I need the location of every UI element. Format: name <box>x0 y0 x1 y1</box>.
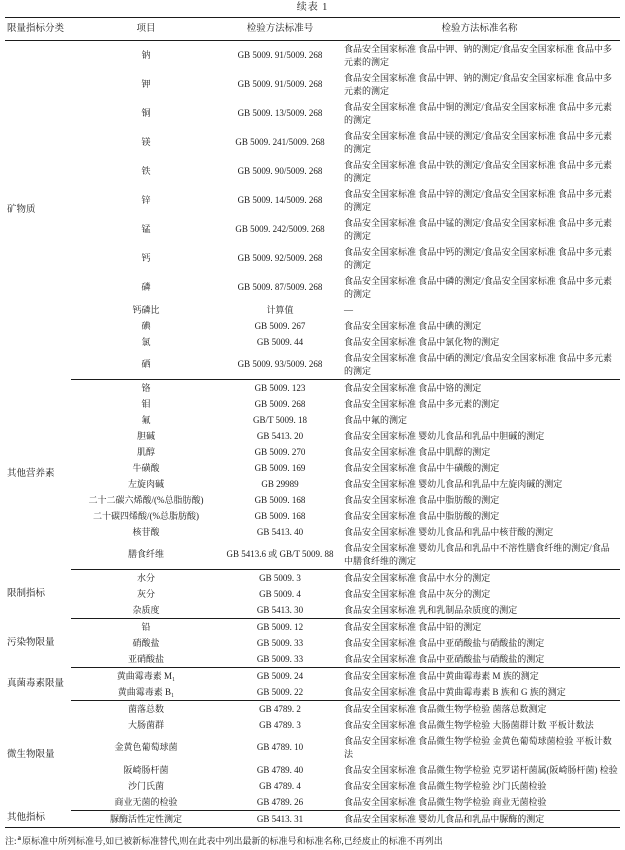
table-row <box>5 350 620 380</box>
table-row <box>5 701 620 718</box>
footnote-superscript: a <box>17 834 22 842</box>
item-cell: 氯 <box>141 336 151 347</box>
table-row <box>5 302 620 318</box>
standard-no-cell: GB/T 5009. 18 <box>252 414 308 425</box>
table-row <box>5 41 620 71</box>
item-cell: 黄曲霉毒素 M₁ <box>71 668 221 685</box>
standard-no-cell: GB 5009. 169 <box>254 462 306 473</box>
header-category: 限量指标分类 <box>5 18 71 41</box>
standard-name-cell: 食品安全国家标准 食品中锌的测定/食品安全国家标准 食品中多元素的测定 <box>344 188 613 212</box>
item-cell: 碘 <box>141 320 151 331</box>
table-row <box>5 586 620 602</box>
standard-no-cell: GB 5009. 4 <box>259 588 301 599</box>
standard-name-cell: 食品安全国家标准 食品中黄曲霉毒素 B 族和 G 族的测定 <box>344 686 566 697</box>
item-cell: 商业无菌的检验 <box>114 796 178 807</box>
table-body <box>5 41 620 828</box>
standard-name-cell: 食品安全国家标准 食品中钙的测定/食品安全国家标准 食品中多元素的测定 <box>344 246 613 270</box>
table-row <box>5 508 620 524</box>
table-row <box>5 476 620 492</box>
standard-name-cell: 食品安全国家标准 食品中亚硝酸盐与硝酸盐的测定 <box>344 653 545 664</box>
standard-name-cell: 食品安全国家标准 食品中铜的测定/食品安全国家标准 食品中多元素的测定 <box>344 101 613 125</box>
item-cell: 钾 <box>141 79 151 89</box>
standard-name-cell: 食品安全国家标准 食品中镁的测定/食品安全国家标准 食品中多元素的测定 <box>344 130 613 154</box>
standard-no-cell: GB 5009. 168 <box>254 510 306 521</box>
item-cell: 左旋肉碱 <box>127 478 164 489</box>
footnote <box>5 828 620 847</box>
footnote-prefix: 注: <box>5 836 17 846</box>
table-row <box>5 540 620 570</box>
standard-no-cell: GB 4789. 40 <box>256 764 304 775</box>
item-cell: 胆碱 <box>136 430 155 441</box>
table-row <box>5 619 620 636</box>
item-cell: 亚硝酸盐 <box>127 653 164 664</box>
item-cell: 钙 <box>141 253 151 263</box>
item-cell: 菌落总数 <box>71 701 221 718</box>
table-row <box>5 811 620 828</box>
standard-no-cell: GB 5009. 14/5009. 268 <box>237 195 323 205</box>
standard-no-cell: GB 5009. 44 <box>256 336 304 347</box>
standard-no-cell: GB 5009. 90/5009. 268 <box>237 166 323 176</box>
standard-name-cell: 食品安全国家标准 婴幼儿食品和乳品中左旋肉碱的测定 <box>344 478 563 489</box>
standard-no-cell: GB 5009. 33 <box>256 637 304 648</box>
item-cell: 脲酶活性定性测定 <box>71 811 221 828</box>
standard-name-cell: 食品安全国家标准 食品微生物学检验 大肠菌群计数 平板计数法 <box>344 719 594 730</box>
item-cell: 水分 <box>71 570 221 587</box>
standard-no-cell: GB 5009. 270 <box>254 446 306 457</box>
standard-no-cell: GB 29989 <box>261 478 299 489</box>
standard-no-cell: GB 5009. 168 <box>254 494 306 505</box>
table-row <box>5 684 620 701</box>
standard-no-cell: GB 5413. 20 <box>256 430 304 441</box>
table-row <box>5 128 620 157</box>
item-cell: 灰分 <box>136 588 155 599</box>
standard-no-cell: GB 5009. 91/5009. 268 <box>237 50 323 60</box>
category-cell: 矿物质 <box>7 204 36 215</box>
standard-no-cell: GB 5009. 22 <box>256 686 304 697</box>
standard-no-cell: GB 4789. 10 <box>256 742 304 752</box>
standard-name-cell: 食品安全国家标准 食品中多元素的测定 <box>344 398 500 409</box>
standard-name-cell: 食品安全国家标准 食品中硒的测定/食品安全国家标准 食品中多元素的测定 <box>344 352 613 376</box>
item-cell: 钙磷比 <box>132 304 160 315</box>
item-cell: 铅 <box>71 619 221 636</box>
standard-no-cell: GB 4789. 2 <box>221 701 339 718</box>
standard-name-cell: 食品安全国家标准 食品微生物学检验 沙门氏菌检验 <box>344 780 547 791</box>
item-cell: 硒 <box>141 359 151 369</box>
item-cell: 核苷酸 <box>132 526 160 537</box>
standard-no-cell: GB 5009. 3 <box>221 570 339 587</box>
standard-no-cell: GB 5009. 91/5009. 268 <box>237 79 323 89</box>
standard-no-cell: GB 5009. 267 <box>254 320 306 331</box>
item-cell: 钼 <box>141 398 151 409</box>
standard-name-cell: 食品安全国家标准 食品中黄曲霉毒素 M 族的测定 <box>339 668 620 685</box>
category-cell: 其他营养素 <box>7 469 55 479</box>
standard-name-cell: 食品安全国家标准 婴幼儿食品和乳品中不溶性膳食纤维的测定/食品中膳食纤维的测定 <box>344 542 610 566</box>
item-cell: 肌醇 <box>136 446 155 457</box>
item-cell: 黄曲霉毒素 B₁ <box>117 686 175 697</box>
standard-name-cell: 食品安全国家标准 乳和乳制品杂质度的测定 <box>344 604 518 615</box>
item-cell: 锌 <box>141 195 151 205</box>
standard-name-cell: 食品安全国家标准 食品微生物学检验 克罗诺杆菌属(阪崎肠杆菌) 检验 <box>344 764 618 775</box>
category-cell: 真菌毒素限量 <box>7 678 65 689</box>
standard-no-cell: GB 5009. 13/5009. 268 <box>237 108 323 118</box>
table-row <box>5 651 620 668</box>
standard-name-cell: 食品安全国家标准 食品中钾、钠的测定/食品安全国家标准 食品中多元素的测定 <box>344 72 613 96</box>
table-row <box>5 318 620 334</box>
category-cell: 其他指标 <box>7 813 46 824</box>
standard-name-cell: 食品安全国家标准 食品微生物学检验 菌落总数测定 <box>339 701 620 718</box>
table-row <box>5 570 620 587</box>
header-row <box>5 18 620 41</box>
item-cell: 铜 <box>141 108 151 118</box>
standard-name-cell: 食品安全国家标准 食品微生物学检验 金黄色葡萄球菌检验 平板计数法 <box>344 735 612 759</box>
standard-name-cell: 食品安全国家标准 食品中铁的测定/食品安全国家标准 食品中多元素的测定 <box>344 159 613 183</box>
standard-name-cell: 食品安全国家标准 食品中锰的测定/食品安全国家标准 食品中多元素的测定 <box>344 217 613 241</box>
item-cell: 锰 <box>141 224 151 234</box>
item-cell: 金黄色葡萄球菌 <box>114 742 178 752</box>
table-row <box>5 602 620 619</box>
standard-name-cell: 食品安全国家标准 婴幼儿食品和乳品中核苷酸的测定 <box>344 526 554 537</box>
header-standard-name: 检验方法标准名称 <box>339 18 620 41</box>
standard-name-cell: 食品安全国家标准 食品中水分的测定 <box>339 570 620 587</box>
category-cell: 限制指标 <box>7 588 46 599</box>
table-row <box>5 215 620 244</box>
standard-name-cell: 食品安全国家标准 婴幼儿食品和乳品中脲酶的测定 <box>339 811 620 828</box>
standard-no-cell: 计算值 <box>266 304 294 315</box>
table-row <box>5 380 620 397</box>
standard-no-cell: GB 4789. 4 <box>259 780 301 791</box>
table-row <box>5 524 620 540</box>
standard-name-cell: 食品安全国家标准 食品中脂肪酸的测定 <box>344 494 500 505</box>
table-row <box>5 273 620 302</box>
standard-name-cell: 食品安全国家标准 食品中灰分的测定 <box>344 588 491 599</box>
table-title: 续表 1 <box>296 2 329 13</box>
item-cell: 沙门氏菌 <box>127 780 164 791</box>
standard-no-cell: GB 5009. 33 <box>256 653 304 664</box>
item-cell: 大肠菌群 <box>127 719 164 730</box>
standard-name-cell: 食品安全国家标准 婴幼儿食品和乳品中胆碱的测定 <box>344 430 545 441</box>
table-row <box>5 717 620 733</box>
standard-no-cell: GB 5413.6 或 GB/T 5009. 88 <box>226 549 334 559</box>
standard-name-cell: — <box>344 304 353 315</box>
standard-no-cell: GB 5009. 87/5009. 268 <box>237 282 323 292</box>
standard-no-cell: GB 5009. 241/5009. 268 <box>235 137 325 147</box>
standard-no-cell: GB 5009. 242/5009. 268 <box>235 224 325 234</box>
standard-name-cell: 食品中氟的测定 <box>344 414 408 425</box>
table-row <box>5 444 620 460</box>
table-row <box>5 396 620 412</box>
table-row <box>5 762 620 778</box>
table-row <box>5 334 620 350</box>
standard-no-cell: GB 5413. 30 <box>256 604 304 615</box>
item-cell: 膳食纤维 <box>127 549 164 559</box>
item-cell: 阪崎肠杆菌 <box>123 764 169 775</box>
table-row <box>5 186 620 215</box>
table-row <box>5 70 620 99</box>
item-cell: 杂质度 <box>132 604 160 615</box>
standard-name-cell: 食品安全国家标准 食品中铅的测定 <box>339 619 620 636</box>
table-row <box>5 778 620 794</box>
standard-name-cell: 食品安全国家标准 食品中脂肪酸的测定 <box>344 510 500 521</box>
category-cell: 污染物限量 <box>7 637 55 648</box>
item-cell: 镁 <box>141 137 151 147</box>
header-standard-no: 检验方法标准号 <box>221 18 339 41</box>
standard-name-cell: 食品安全国家标准 食品中牛磺酸的测定 <box>344 462 500 473</box>
standard-no-cell: GB 4789. 26 <box>256 796 304 807</box>
standard-name-cell: 食品安全国家标准 食品中磷的测定/食品安全国家标准 食品中多元素的测定 <box>344 275 613 299</box>
item-cell: 磷 <box>141 282 151 292</box>
table-row <box>5 733 620 762</box>
item-cell: 钠 <box>141 50 151 60</box>
item-cell: 氟 <box>141 414 151 425</box>
standard-name-cell: 食品安全国家标准 食品中氯化物的测定 <box>344 336 500 347</box>
table-row <box>5 794 620 811</box>
standard-name-cell: 食品安全国家标准 食品中亚硝酸盐与硝酸盐的测定 <box>344 637 545 648</box>
standard-name-cell: 食品安全国家标准 食品中碘的测定 <box>344 320 482 331</box>
standard-no-cell: GB 5009. 12 <box>221 619 339 636</box>
item-cell: 二十二碳六烯酸/(%总脂肪酸) <box>88 494 204 505</box>
item-cell: 硝酸盐 <box>132 637 160 648</box>
item-cell: 铬 <box>71 380 221 397</box>
standard-no-cell: GB 5009. 93/5009. 268 <box>237 359 323 369</box>
table-row <box>5 635 620 651</box>
table-row <box>5 412 620 428</box>
table-row <box>5 99 620 128</box>
table-header <box>5 18 620 41</box>
item-cell: 牛磺酸 <box>132 462 160 473</box>
standard-no-cell: GB 5413. 40 <box>256 526 304 537</box>
table-row <box>5 492 620 508</box>
standard-no-cell: GB 5009. 24 <box>221 668 339 685</box>
standard-no-cell: GB 5009. 92/5009. 268 <box>237 253 323 263</box>
table-row <box>5 244 620 273</box>
standard-name-cell: 食品安全国家标准 食品中钾、钠的测定/食品安全国家标准 食品中多元素的测定 <box>344 43 613 67</box>
standard-name-cell: 食品安全国家标准 食品中肌醇的测定 <box>344 446 491 457</box>
table-row <box>5 157 620 186</box>
table-row <box>5 460 620 476</box>
standard-name-cell: 食品安全国家标准 食品微生物学检验 商业无菌检验 <box>344 796 547 807</box>
standard-no-cell: GB 5009. 268 <box>254 398 306 409</box>
standards-table <box>5 17 620 828</box>
header-item: 项目 <box>71 18 221 41</box>
category-cell: 微生物限量 <box>7 750 55 760</box>
table-row <box>5 668 620 685</box>
table-row <box>5 428 620 444</box>
standard-no-cell: GB 5009. 123 <box>221 380 339 397</box>
footnote-text: 原标准中所列标准号,如已被新标准替代,则在此表中列出最新的标准号和标准名称,已经废止的标准不再列出 <box>22 836 443 846</box>
standard-name-cell: 食品安全国家标准 食品中铬的测定 <box>339 380 620 397</box>
item-cell: 二十碳四烯酸/(%总脂肪酸) <box>93 510 199 521</box>
item-cell: 铁 <box>141 166 151 176</box>
standard-no-cell: GB 4789. 3 <box>259 719 301 730</box>
standard-no-cell: GB 5413. 31 <box>221 811 339 828</box>
